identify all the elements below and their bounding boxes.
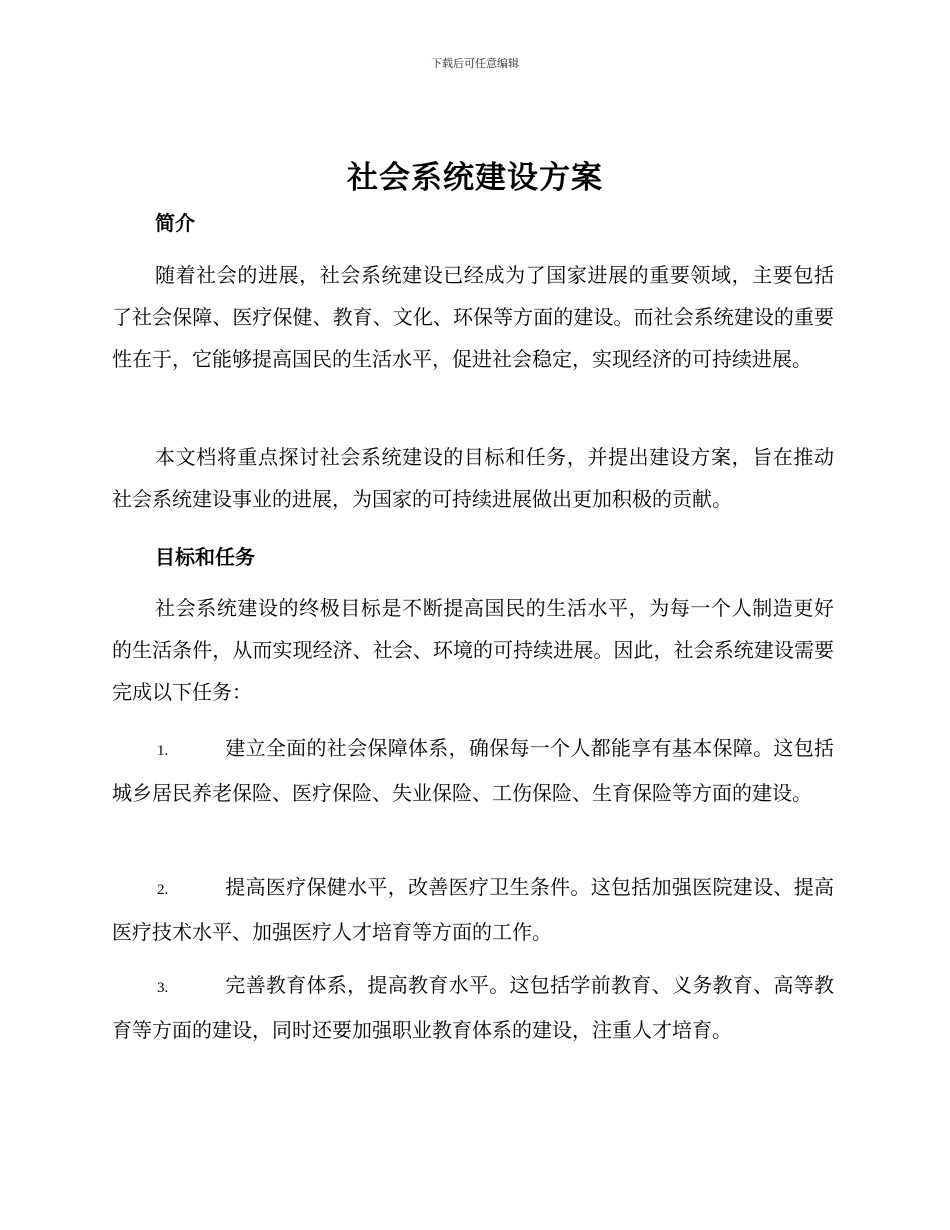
list-item-text: 建立全面的社会保障体系，确保每一个人都能享有基本保障。这包括城乡居民养老保险、医疗保险、失业保险、工伤保险、生育保险等方面的建设。 [112, 736, 834, 805]
list-item-text: 完善教育体系，提高教育水平。这包括学前教育、义务教育、高等教育等方面的建设，同时还要加强职业教育体系的建设，注重人才培育。 [112, 973, 834, 1042]
intro-paragraph-2: 本文档将重点探讨社会系统建设的目标和任务，并提出建设方案，旨在推动社会系统建设事业的进展，为国家的可持续进展做出更加积极的贡献。 [112, 445, 834, 511]
section-heading-goals: 目标和任务 [155, 545, 255, 569]
list-item-text: 提高医疗保健水平，改善医疗卫生条件。这包括加强医院建设、提高医疗技术水平、加强医疗人才培育等方面的工作。 [112, 875, 834, 944]
goals-paragraph-1: 社会系统建设的终极目标是不断提高国民的生活水平，为每一个人制造更好的生活条件，从而实现经济、社会、环境的可持续进展。因此，社会系统建设需要完成以下任务： [112, 596, 834, 704]
list-item-number: 2. [157, 882, 169, 898]
header-note: 下载后可任意编辑 [431, 57, 519, 70]
list-item [112, 727, 834, 814]
section-heading-intro: 简介 [155, 211, 195, 235]
list-item [112, 964, 834, 1051]
list-item [112, 866, 834, 953]
document-title: 社会系统建设方案 [347, 160, 603, 196]
list-item-number: 1. [157, 743, 169, 759]
intro-paragraph-1: 随着社会的进展，社会系统建设已经成为了国家进展的重要领域，主要包括了社会保障、医疗保健、教育、文化、环保等方面的建设。而社会系统建设的重要性在于，它能够提高国民的生活水平，促进社会稳定，实现经济的可持续进展。 [112, 263, 834, 371]
list-item-number: 3. [157, 980, 169, 996]
